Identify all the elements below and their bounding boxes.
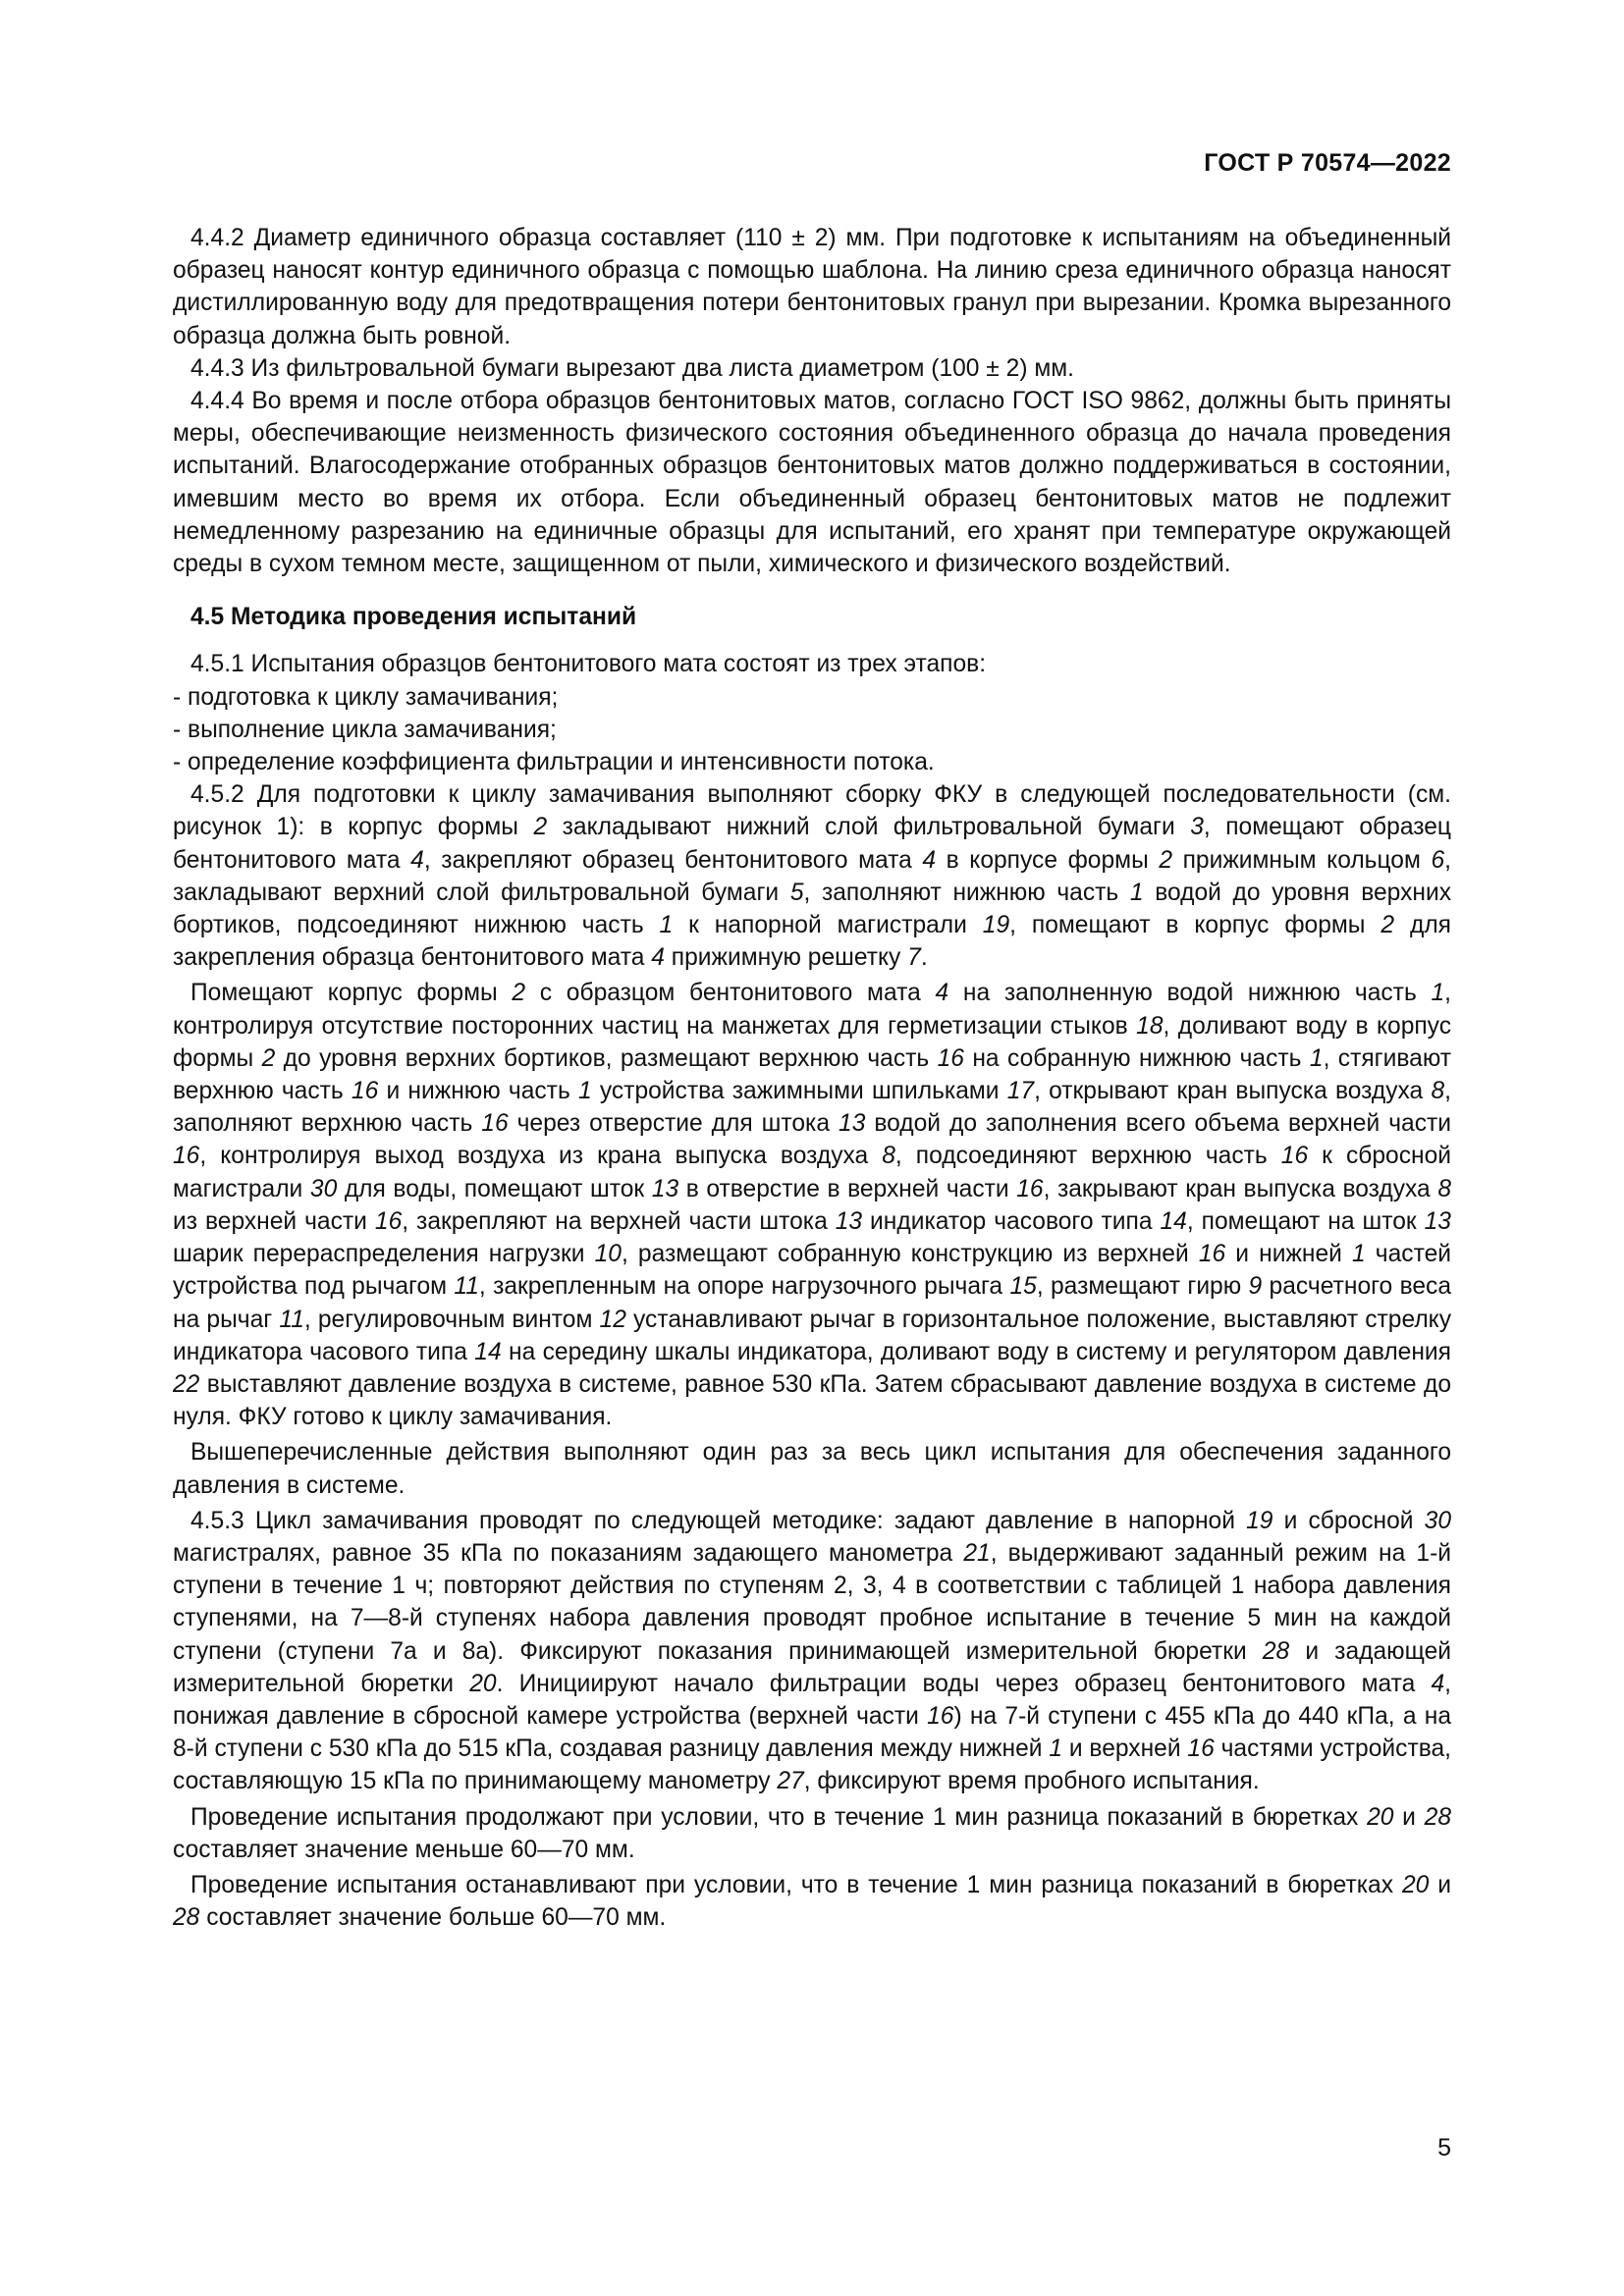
paragraph: Вышеперечисленные действия выполняют один раз за весь цикл испытания для обеспечения заданного давления в системе. bbox=[173, 1439, 1451, 1499]
list-item: - определение коэффициента фильтрации и интенсивности потока. bbox=[173, 749, 935, 776]
document-code-header: ГОСТ Р 70574—2022 bbox=[1204, 149, 1451, 177]
paragraph: 4.4.2 Диаметр единичного образца составляет (110 ± 2) мм. При подготовке к испытаниям на объединенный образец наносят контур единичного образца с помощью шаблона. На линию среза единичного образца наносят дистиллированную воду для предотвращения потери бентонитовых гранул при вырезании. Кромка вырезанного образца должна быть ровной. bbox=[173, 225, 1451, 349]
paragraph: 4.5.1 Испытания образцов бентонитового мата состоят из трех этапов: bbox=[190, 651, 987, 678]
document-body bbox=[173, 222, 1451, 1934]
paragraph: Проведение испытания останавливают при условии, что в течение 1 мин разница показаний в бюретках 20 и 28 составляет значение больше 60—70 мм. bbox=[173, 1871, 1451, 1932]
paragraph: 4.5.2 Для подготовки к циклу замачивания выполняют сборку ФКУ в следующей последовательности (см. рисунок 1): в корпус формы 2 закладывают нижний слой фильтровальной бумаги 3, помещают образец бентонитового мата 4, закрепляют образец бентонитового мата 4 в корпусе формы 2 прижимным кольцом 6, закладывают верхний слой фильтровальной бумаги 5, заполняют нижнюю часть 1 водой до уровня верхних бортиков, подсоединяют нижнюю часть 1 к напорной магистрали 19, помещают в корпус формы 2 для закрепления образца бентонитового мата 4 прижимную решетку 7. bbox=[173, 781, 1451, 972]
section-heading: 4.5 Методика проведения испытаний bbox=[190, 604, 637, 631]
paragraph: 4.5.3 Цикл замачивания проводят по следующей методике: задают давление в напорной 19 и сбросной 30 магистралях, равное 35 кПа по показаниям задающего манометра 21, выдерживают заданный режим на 1-й ступени в течение 1 ч; повторяют действия по ступеням 2, 3, 4 в соответствии с таблицей 1 набора давления ступенями, на 7—8-й ступенях набора давления проводят пробное испытание в течение 5 мин на каждой ступени (ступени 7а и 8а). Фиксируют показания принимающей измерительной бюретки 28 и задающей измерительной бюретки 20. Инициируют начало фильтрации воды через образец бентонитового мата 4, понижая давление в сбросной камере устройства (верхней части 16) на 7-й ступени с 455 кПа до 440 кПа, а на 8-й ступени с 530 кПа до 515 кПа, создавая разницу давления между нижней 1 и верхней 16 частями устройства, составляющую 15 кПа по принимающему манометру 27, фиксируют время пробного испытания. bbox=[173, 1507, 1452, 1795]
paragraph: 4.4.4 Во время и после отбора образцов бентонитовых матов, согласно ГОСТ ISO 9862, должны быть приняты меры, обеспечивающие неизменность физического состояния объединенного образца до начала проведения испытаний. Влагосодержание отобранных образцов бентонитовых матов должно поддерживаться в состоянии, имевшим место во время их отбора. Если объединенный образец бентонитовых матов не подлежит немедленному разрезанию на единичные образцы для испытаний, его хранят при температуре окружающей среды в сухом темном месте, защищенном от пыли, химического и физического воздействий. bbox=[173, 388, 1451, 578]
paragraph: Помещают корпус формы 2 с образцом бентонитового мата 4 на заполненную водой нижнюю часть 1, контролируя отсутствие посторонних частиц на манжетах для герметизации стыков 18, доливают воду в корпус формы 2 до уровня верхних бортиков, размещают верхнюю часть 16 на собранную нижнюю часть 1, стягивают верхнюю часть 16 и нижнюю часть 1 устройства зажимными шпильками 17, открывают кран выпуска воздуха 8, заполняют верхнюю часть 16 через отверстие для штока 13 водой до заполнения всего объема верхней части 16, контролируя выход воздуха из крана выпуска воздуха 8, подсоединяют верхнюю часть 16 к сбросной магистрали 30 для воды, помещают шток 13 в отверстие в верхней части 16, закрывают кран выпуска воздуха 8 из верхней части 16, закрепляют на верхней части штока 13 индикатор часового типа 14, помещают на шток 13 шарик перераспределения нагрузки 10, размещают собранную конструкцию из верхней 16 и нижней 1 частей устройства под рычагом 11, закрепленным на опоре нагрузочного рычага 15, размещают гирю 9 расчетного веса на рычаг 11, регулировочным винтом 12 устанавливают рычаг в горизонтальное положение, выставляют стрелку индикатора часового типа 14 на середину шкалы индикатора, доливают воду в систему и регулятором давления 22 выставляют давление воздуха в системе, равное 530 кПа. Затем сбрасывают давление воздуха в системе до нуля. ФКУ готово к циклу замачивания. bbox=[173, 980, 1452, 1431]
paragraph: Проведение испытания продолжают при условии, что в течение 1 мин разница показаний в бюретках 20 и 28 составляет значение меньше 60—70 мм. bbox=[173, 1803, 1452, 1863]
page-number: 5 bbox=[1437, 2134, 1451, 2162]
paragraph: 4.4.3 Из фильтровальной бумаги вырезают два листа диаметром (100 ± 2) мм. bbox=[190, 354, 1074, 382]
list-item: - выполнение цикла замачивания; bbox=[173, 716, 557, 743]
list-item: - подготовка к циклу замачивания; bbox=[173, 683, 559, 711]
